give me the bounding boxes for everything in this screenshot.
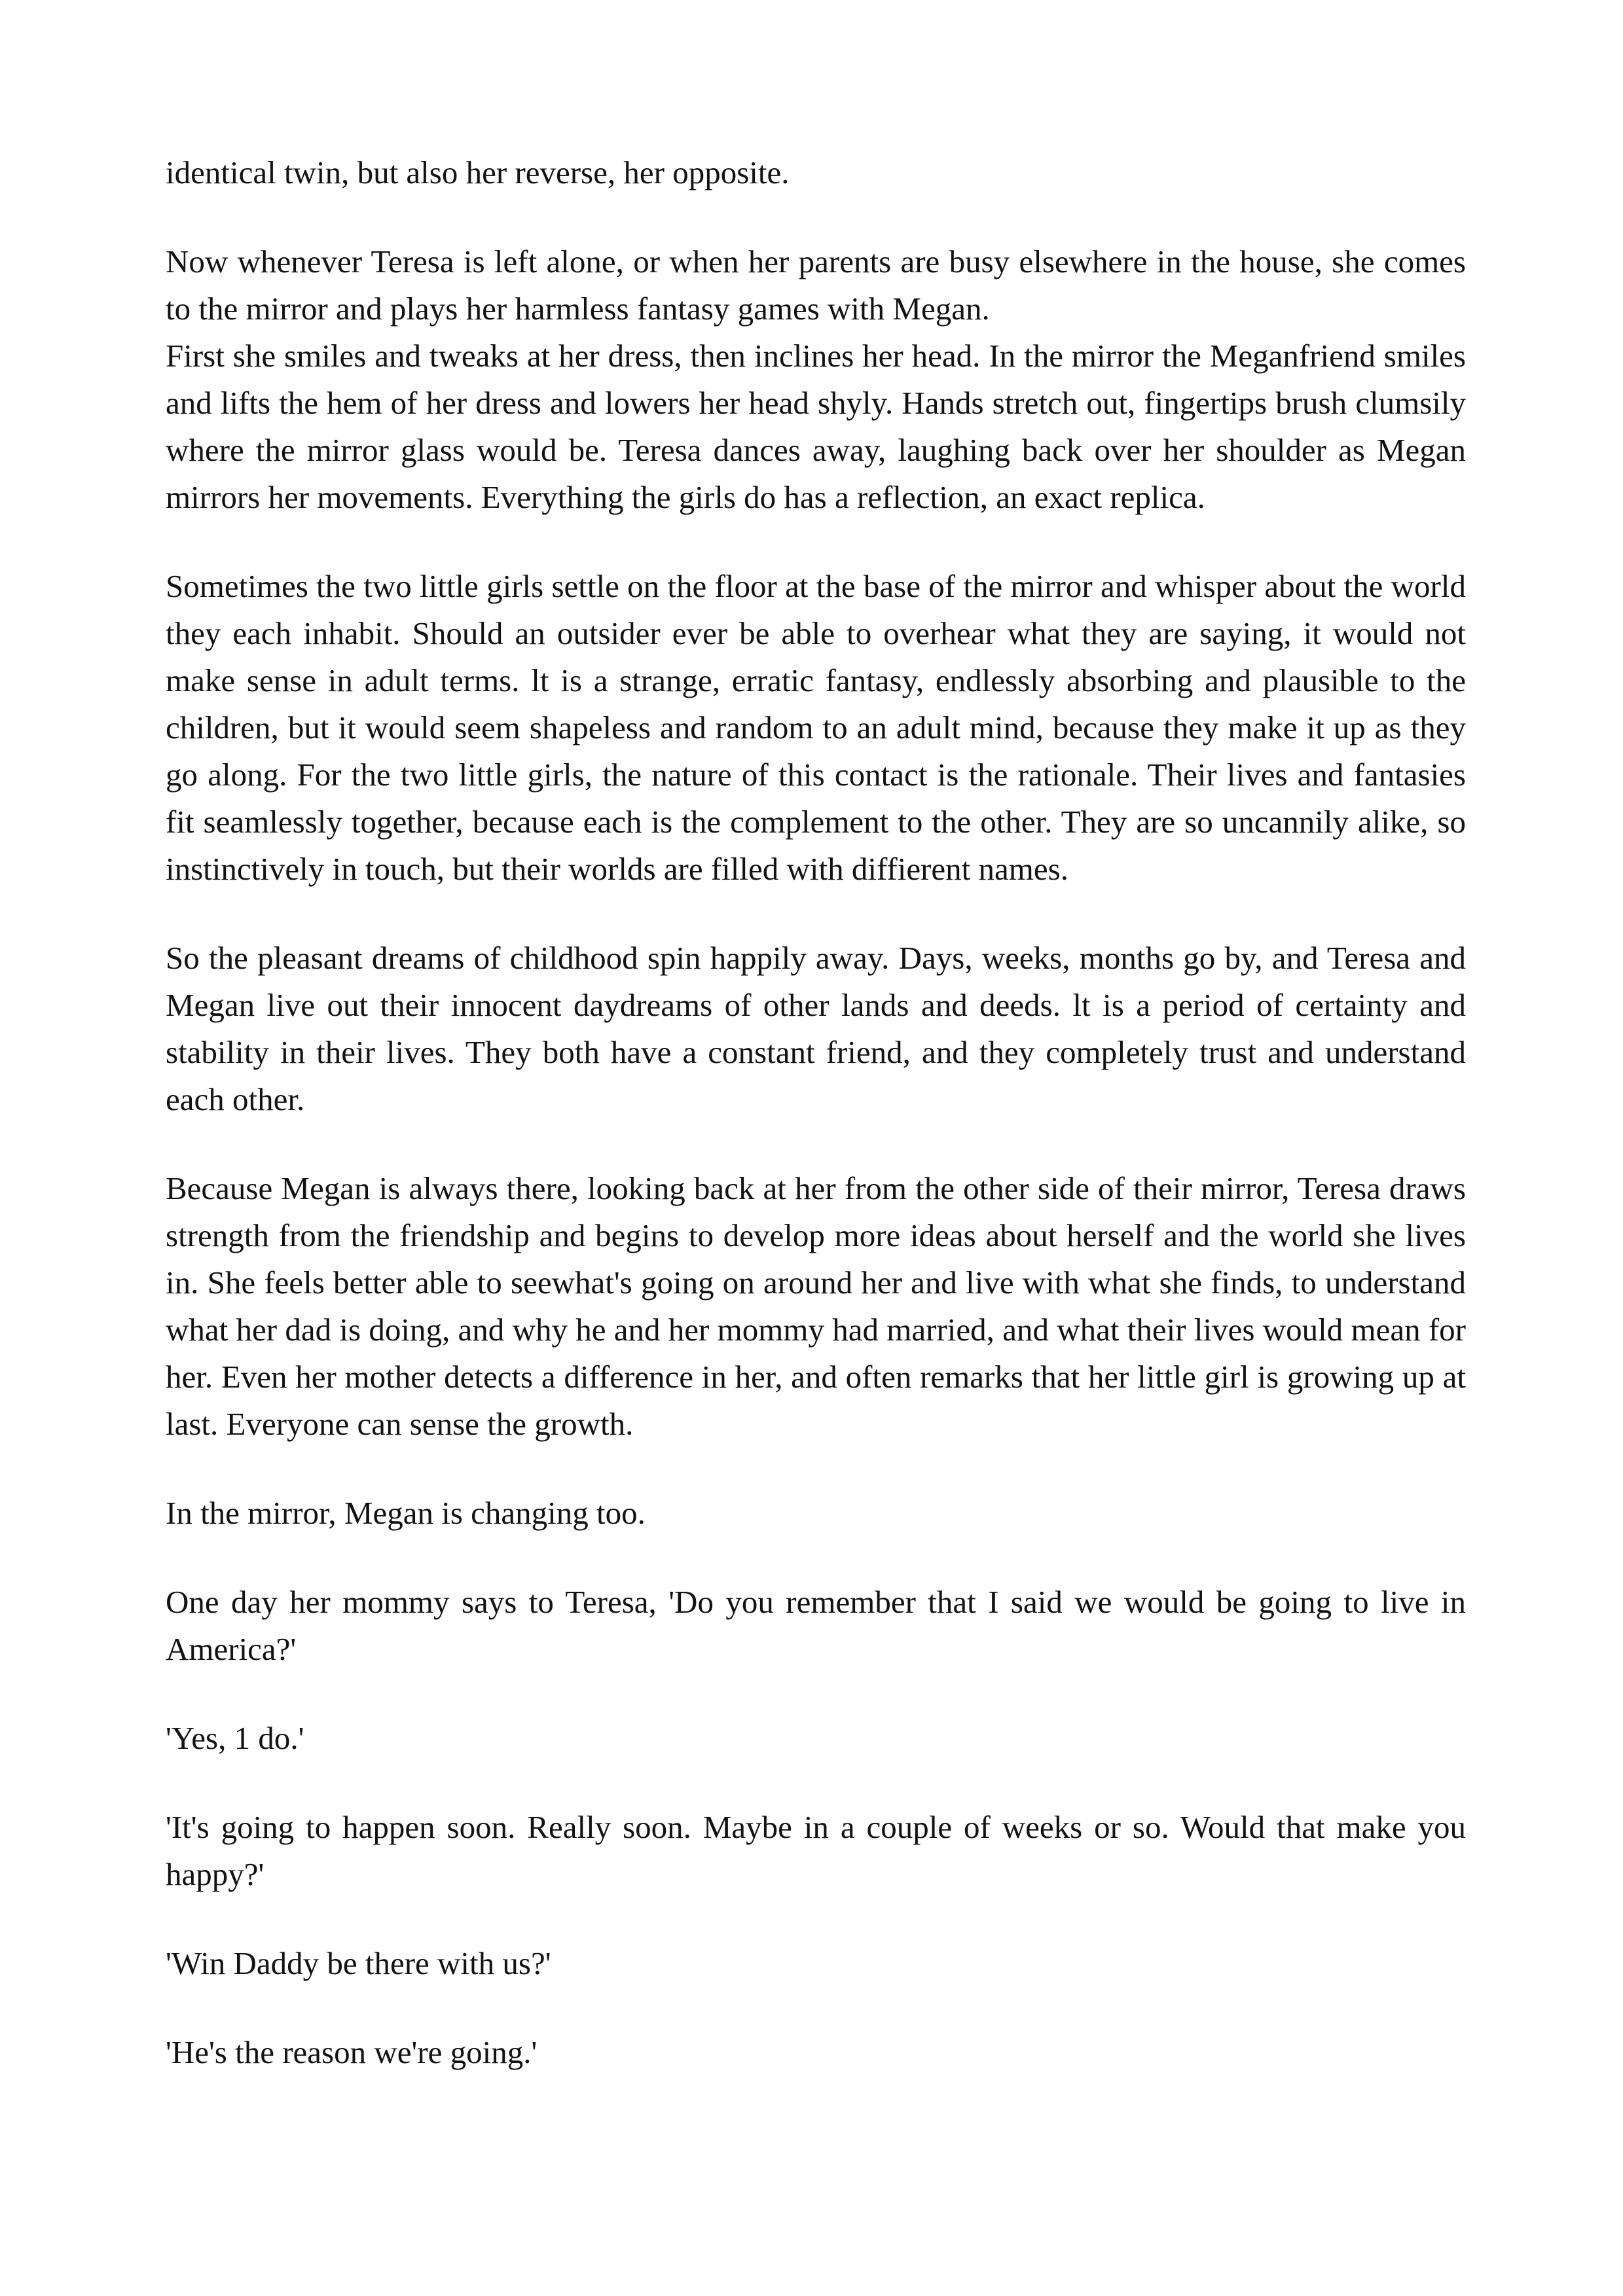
paragraph: identical twin, but also her reverse, her opposite. (166, 154, 790, 190)
paragraph: 'Win Daddy be there with us?' (166, 1945, 551, 1981)
paragraph: Now whenever Teresa is left alone, or when her parents are busy elsewhere in the house, she comes to the mirror and plays her harmless fantasy games with Megan. (166, 243, 1474, 327)
paragraph: So the pleasant dreams of childhood spin happily away. Days, weeks, months go by, and Teresa and Megan live out their innocent daydreams of other lands and deeds. lt is a period of certainty and stability in their lives. They both have a constant friend, and they completely trust and understand each other. (166, 940, 1474, 1117)
paragraph: Sometimes the two little girls settle on the floor at the base of the mirror and whisper about the world they each inhabit. Should an outsider ever be able to overhear what they are saying, it would not make sense in adult terms. lt is a strange, erratic fantasy, endlessly absorbing and plausible to the children, but it would seem shapeless and random to an adult mind, because they make it up as they go along. For the two little girls, the nature of this contact is the rationale. Their lives and fantasies fit seamlessly together, because each is the complement to the other. They are so uncannily alike, so instinctively in touch, but their worlds are filled with diffierent names. (166, 568, 1474, 887)
paragraph: In the mirror, Megan is changing too. (166, 1495, 646, 1531)
text-block (166, 149, 1474, 2076)
paragraph: One day her mommy says to Teresa, 'Do you remember that I said we would be going to live in America?' (166, 1584, 1472, 1667)
paragraph: Because Megan is always there, looking back at her from the other side of their mirror, Teresa draws strength from the friendship and begins to develop more ideas about herself and the world she lives in. She feels better able to seewhat's going on around her and live with what she finds, to understand what her dad is doing, and why he and her mommy had married, and what their lives would mean for her. Even her mother detects a difference in her, and often remarks that her little girl is growing up at last. Everyone can sense the growth. (166, 1170, 1474, 1442)
paragraph: 'Yes, 1 do.' (166, 1720, 304, 1756)
paragraph: 'It's going to happen soon. Really soon. Maybe in a couple of weeks or so. Would that make you happy?' (166, 1809, 1474, 1892)
paragraph: First she smiles and tweaks at her dress, then inclines her head. In the mirror the Meganfriend smiles and lifts the hem of her dress and lowers her head shyly. Hands stretch out, fingertips brush clumsily where the mirror glass would be. Teresa dances away, laughing back over her shoulder as Megan mirrors her movements. Everything the girls do has a reflection, an exact replica. (166, 338, 1474, 515)
paragraph: 'He's the reason we're going.' (166, 2034, 538, 2070)
